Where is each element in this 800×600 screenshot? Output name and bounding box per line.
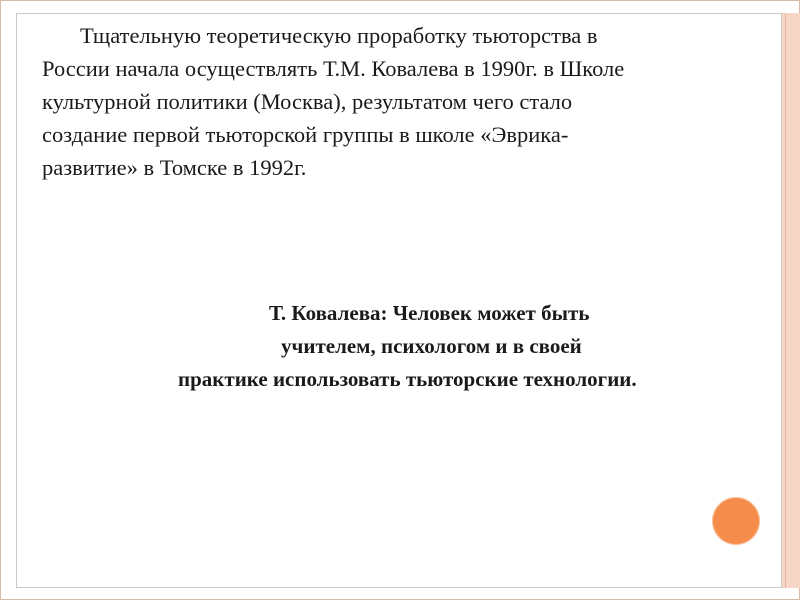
paragraph-line: развитие» в Томске в 1992г.: [42, 155, 307, 180]
main-paragraph: [42, 19, 757, 184]
decorative-side-band: [781, 13, 800, 588]
quote-line: Т. Ковалева: Человек может быть: [269, 301, 590, 325]
decorative-side-line: [785, 13, 786, 588]
quote-line: практике использовать тьюторские технологии.: [178, 367, 637, 391]
quote-block: [160, 297, 770, 396]
paragraph-line: России начала осуществлять Т.М. Ковалева в 1990г. в Школе: [42, 56, 625, 81]
decorative-orange-circle: [712, 497, 760, 545]
paragraph-line: Тщательную теоретическую проработку тьюторства в: [80, 23, 598, 48]
paragraph-line: культурной политики (Москва), результатом чего стало: [42, 89, 573, 114]
paragraph-line: создание первой тьюторской группы в школе «Эврика-: [42, 122, 569, 147]
quote-line: учителем, психологом и в своей: [281, 334, 582, 358]
